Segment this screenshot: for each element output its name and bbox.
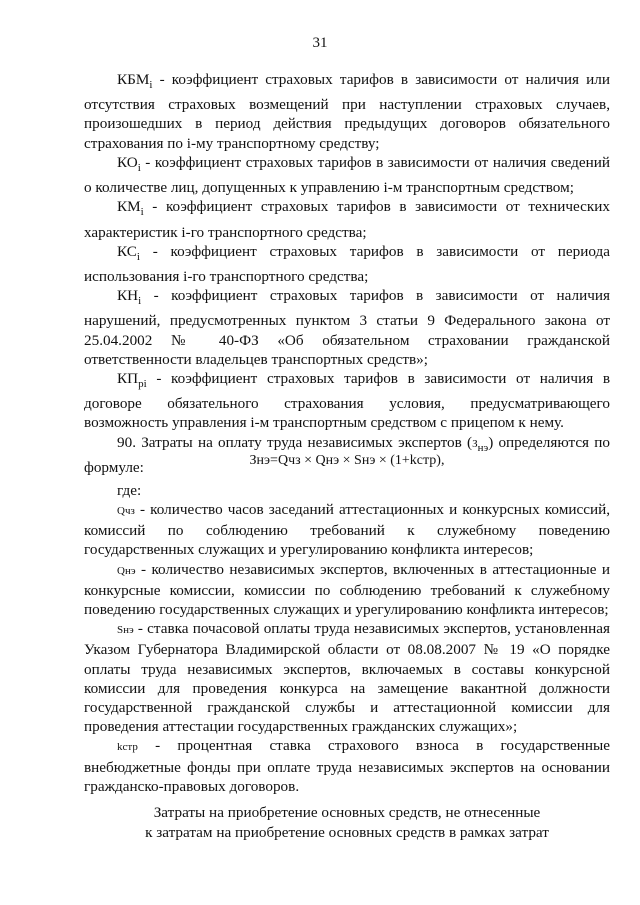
symbol: КО <box>117 153 138 171</box>
formula: Знэ=Qчз × Qнэ × Sнэ × (1+kстр), <box>249 453 445 468</box>
where-label: где: <box>117 482 142 499</box>
variable-sne: Sнэ - ставка почасовой оплаты труда независимых экспертов, установленная Указом Губернатора Владимирской области от 08.08.2007 № 19 «О порядке оплаты труда независимых экспертов, включаемых в составы конкурсной комиссии для проведения конкурса на замещение вакантной должности государственной гражданской службы и аттестационной комиссии для проведения аттестации государственных гражданских служащих»; <box>84 620 610 736</box>
formula-variables <box>84 500 610 796</box>
definition-text: ставка почасовой оплаты труда независимых экспертов, установленная Указом Губернатора Владимирской области от 08.08.2007 № 19 «О порядке оплаты труда независимых экспертов, включаемых в составы конкурсной комиссии для проведения конкурса на замещение вакантной должности государственной гражданской службы и аттестационной комиссии для проведения аттестации государственных гражданских служащих»; <box>84 620 610 736</box>
definition-text: количество часов заседаний аттестационных и конкурсных комиссий, комиссий по соблюдению требований к служебному поведению государственных служащих и урегулированию конфликта интересов; <box>84 501 610 559</box>
paragraph-90: 90. Затраты на оплату труда независимых экспертов $(З_{нэ})$ определяются по формуле: <box>84 433 610 476</box>
coefficients-definitions <box>84 70 610 477</box>
variable-qchz: Qчз - количество часов заседаний аттестационных и конкурсных комиссий, комиссий по соблюдению требований к служебному поведению государственных служащих и урегулированию конфликта интересов; <box>84 501 610 559</box>
page-number: 31 <box>312 35 328 51</box>
symbol: Qчз <box>117 505 135 517</box>
definition-text: количество независимых экспертов, включенных в аттестационные и конкурсные комиссии, комиссии по соблюдению требований к служебному поведению государственных служащих и урегулированию конфликта интересов; <box>84 560 610 619</box>
heading-line-1: Затраты на приобретение основных средств, не отнесенные <box>153 804 541 821</box>
definition-text: коэффициент страховых тарифов в зависимости от наличия нарушений, предусмотренных пунктом 3 статьи 9 Федерального закона от 25.04.2002 № 40-ФЗ «Об обязательном страховании гражданской ответственности владельцев транспортных средств»; <box>84 287 610 368</box>
definition-text: коэффициент страховых тарифов в зависимости от наличия сведений о количестве лиц, допущенных к управлению i-м транспортным средством; <box>84 153 610 197</box>
variable-kstr: kстр - процентная ставка страхового взноса в государственные внебюджетные фонды при оплате труда независимых экспертов на основании гражданско-правовых договоров. <box>84 737 610 795</box>
definition-kp: $КП_{рi}$ - коэффициент страховых тарифов в зависимости от наличия в договоре обязательного страхования условия, предусматривающего возможность управления i-м транспортным средством с прицепом к нему. <box>84 370 610 432</box>
definition-kn: $КН_i$ - коэффициент страховых тарифов в зависимости от наличия нарушений, предусмотренных пунктом 3 статьи 9 Федерального закона от 25.04.2002 № 40-ФЗ «Об обязательном страховании гражданской ответственности владельцев транспортных средств»; <box>84 287 610 368</box>
definition-km: $КМ_i$ - коэффициент страховых тарифов в зависимости от технических характеристик i-го транспортного средства; <box>84 198 610 241</box>
symbol: КС <box>117 242 137 260</box>
heading-line-2: к затратам на приобретение основных средств в рамках затрат <box>145 824 549 841</box>
definition-text: процентная ставка страхового взноса в государственные внебюджетные фонды при оплате труда независимых экспертов на основании гражданско-правовых договоров. <box>84 737 610 795</box>
section-heading <box>84 803 610 843</box>
symbol: kстр <box>117 741 138 754</box>
definition-text: коэффициент страховых тарифов в зависимости от наличия в договоре обязательного страхования условия, предусматривающего возможность управления i-м транспортным средством с прицепом к нему. <box>84 370 610 432</box>
definition-ko: $КО_i$ - коэффициент страховых тарифов в зависимости от наличия сведений о количестве лиц, допущенных к управлению i-м транспортным средством; <box>84 153 610 197</box>
definition-text: коэффициент страховых тарифов в зависимости от наличия или отсутствия страховых возмещений при наступлении страховых случаев, произошедших в период действия предыдущих договоров обязательного страхования по i-му транспортному средству; <box>84 71 611 152</box>
definition-text: коэффициент страховых тарифов в зависимости от технических характеристик i-го транспортного средства; <box>84 198 610 241</box>
definition-kbm: $КБМ_i$ - коэффициент страховых тарифов в зависимости от наличия или отсутствия страховых возмещений при наступлении страховых случаев, произошедших в период действия предыдущих договоров обязательного страхования по i-му транспортному средству; <box>84 71 611 152</box>
symbol: КБМ <box>117 71 150 88</box>
definition-ks: $КС_i$ - коэффициент страховых тарифов в зависимости от периода использования i-го транспортного средства; <box>84 242 611 285</box>
variable-qne: Qнэ - количество независимых экспертов, включенных в аттестационные и конкурсные комиссии, комиссии по соблюдению требований к служебному поведению государственных служащих и урегулированию конфликта интересов; <box>84 560 610 619</box>
symbol: КП <box>117 370 139 387</box>
symbol: Sнэ <box>117 624 134 637</box>
symbol: КН <box>117 287 139 305</box>
definition-text: коэффициент страховых тарифов в зависимости от периода использования i-го транспортного средства; <box>84 242 611 285</box>
symbol: КМ <box>117 198 141 216</box>
symbol: Qнэ <box>117 564 136 577</box>
